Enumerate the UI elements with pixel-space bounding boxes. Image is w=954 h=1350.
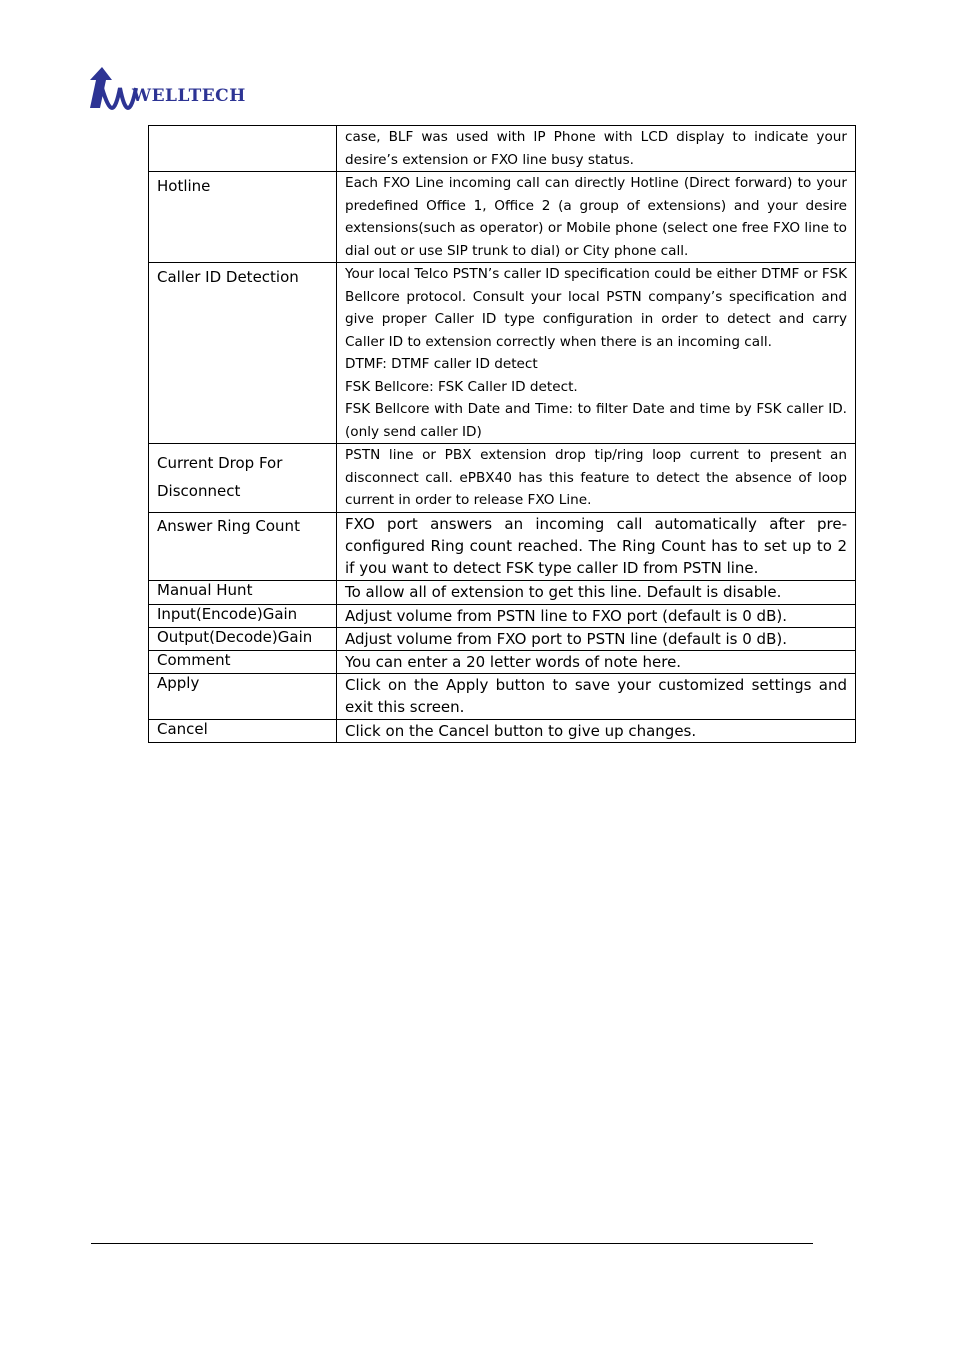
desc-cell: To allow all of extension to get this line. Default is disable. [337, 580, 856, 604]
table-row [149, 263, 856, 444]
table-row [149, 580, 856, 604]
table-row [149, 650, 856, 673]
footer-divider [91, 1243, 813, 1244]
desc-cell: FXO port answers an incoming call automatically after pre-configured Ring count reached. The Ring Count has to set up to 2 if you want to detect FSK type caller ID from PSTN line. [337, 512, 856, 580]
desc-cell: Each FXO Line incoming call can directly Hotline (Direct forward) to your predefined Office 1, Office 2 (a group of extensions) and your desire extensions(such as operator) or Mobile phone (select one free FXO line to dial out or use SIP trunk to dial) or City phone call. [337, 172, 856, 263]
param-cell: Comment [149, 650, 337, 673]
param-cell: Answer Ring Count [149, 512, 337, 580]
desc-cell: Adjust volume from PSTN line to FXO port (default is 0 dB). [337, 604, 856, 627]
desc-cell: PSTN line or PBX extension drop tip/ring loop current to present an disconnect call. ePBX40 has this feature to detect the absence of loop current in order to release FXO Line. [337, 444, 856, 513]
welltech-logo [88, 66, 268, 110]
desc-paragraph: DTMF: DTMF caller ID detect [345, 356, 538, 372]
param-cell [149, 126, 337, 172]
table-row [149, 444, 856, 513]
table-row [149, 126, 856, 172]
table-row [149, 719, 856, 742]
desc-cell: Adjust volume from FXO port to PSTN line (default is 0 dB). [337, 627, 856, 650]
param-cell: Output(Decode)Gain [149, 627, 337, 650]
param-cell: Caller ID Detection [149, 263, 337, 444]
desc-paragraph: FSK Bellcore: FSK Caller ID detect. [345, 378, 578, 395]
table-row [149, 604, 856, 627]
table-row [149, 673, 856, 719]
table-row [149, 172, 856, 263]
desc-paragraph: FSK Bellcore with Date and Time: to filter Date and time by FSK caller ID. (only send caller ID) [345, 401, 847, 440]
table-row [149, 627, 856, 650]
param-cell: Input(Encode)Gain [149, 604, 337, 627]
fxo-settings-table [148, 125, 856, 743]
param-cell: Apply [149, 673, 337, 719]
desc-cell: case, BLF was used with IP Phone with LCD display to indicate your desire’s extension or FXO line busy status. [337, 126, 856, 172]
table-row [149, 512, 856, 580]
param-cell: Hotline [149, 172, 337, 263]
desc-cell [337, 263, 856, 444]
brand-wordmark: WELLTECH [132, 86, 246, 106]
param-cell: Current Drop For Disconnect [149, 444, 337, 513]
desc-cell: Click on the Cancel button to give up changes. [337, 719, 856, 742]
param-cell: Cancel [149, 719, 337, 742]
desc-paragraph: Your local Telco PSTN’s caller ID specification could be either DTMF or FSK Bellcore protocol. Consult your local PSTN company’s specification and give proper Caller ID type configuration in order to detect and carry Caller ID to extension correctly when there is an incoming call. [345, 266, 847, 350]
desc-cell: Click on the Apply button to save your customized settings and exit this screen. [337, 673, 856, 719]
desc-cell: You can enter a 20 letter words of note here. [337, 650, 856, 673]
param-cell: Manual Hunt [149, 580, 337, 604]
